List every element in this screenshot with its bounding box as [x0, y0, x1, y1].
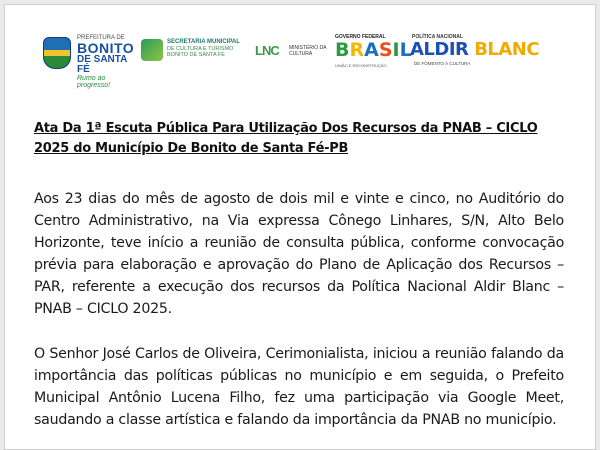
secretaria-line3: BONITO DE SANTA FÉ [167, 52, 225, 59]
secretaria-line1: SECRETARIA MUNICIPAL [167, 39, 240, 45]
bonito-prefix: PREFEITURA DE [77, 35, 125, 41]
document-title: Ata Da 1ª Escuta Pública Para Utilização Dos Recursos da PNAB – CICLO 2025 do Município De Bonito de Santa Fé-PB [34, 121, 538, 156]
bonito-slogan: Rumo ao progresso! [77, 75, 111, 89]
pnab-bottom-label: DE FOMENTO À CULTURA [414, 61, 471, 66]
pnab-top-label: POLÍTICA NACIONAL [412, 34, 463, 40]
brasil-wordmark: BRASIL [335, 39, 412, 61]
header-logos [43, 33, 563, 89]
governo-tagline: UNIÃO E RECONSTRUÇÃO [335, 63, 387, 68]
pnab-logo [410, 33, 540, 77]
bonito-logo [43, 33, 138, 89]
ministerio-logo [289, 33, 333, 77]
bonito-name-line2: DE SANTA FÉ [77, 54, 127, 75]
document-page [4, 4, 596, 450]
secretaria-line2: DE CULTURA E TURISMO [167, 45, 234, 52]
lnc-logo [255, 33, 281, 77]
ministerio-line2: CULTURA [289, 51, 313, 57]
ministerio-line1: MINISTÉRIO DA [289, 45, 327, 51]
secretaria-logo [141, 33, 251, 77]
bonito-name: BONITO [77, 40, 135, 56]
governo-label: GOVERNO FEDERAL [335, 34, 386, 40]
bonito-crest-icon [43, 37, 71, 69]
lnc-mark: LNC [255, 43, 279, 58]
governo-federal-logo [335, 33, 412, 77]
secretaria-emblem-icon [141, 39, 163, 61]
paragraph-2: O Senhor José Carlos de Oliveira, Cerimonialista, iniciou a reunião falando da importância das políticas públicas no município e em seguida, o Prefeito Municipal Antônio Lucena Filho, fez uma participação via Google Meet, saudando a classe artística e falando da importância da PNAB no município. [34, 346, 564, 428]
paragraph-1: Aos 23 dias do mês de agosto de dois mil e vinte e cinco, no Auditório do Centro Administrativo, na Via expressa Cônego Linhares, S/N, Alto Belo Horizonte, teve início a reunião de consulta pública, conforme convocação prévia para elaboração e aprovação do Plano de Aplicação dos Recursos – PAR, referente a execução dos recursos da Política Nacional Aldir Blanc – PNAB – CICLO 2025. [34, 191, 564, 317]
aldir-blanc-wordmark: ALDIR BLANC [410, 39, 540, 60]
